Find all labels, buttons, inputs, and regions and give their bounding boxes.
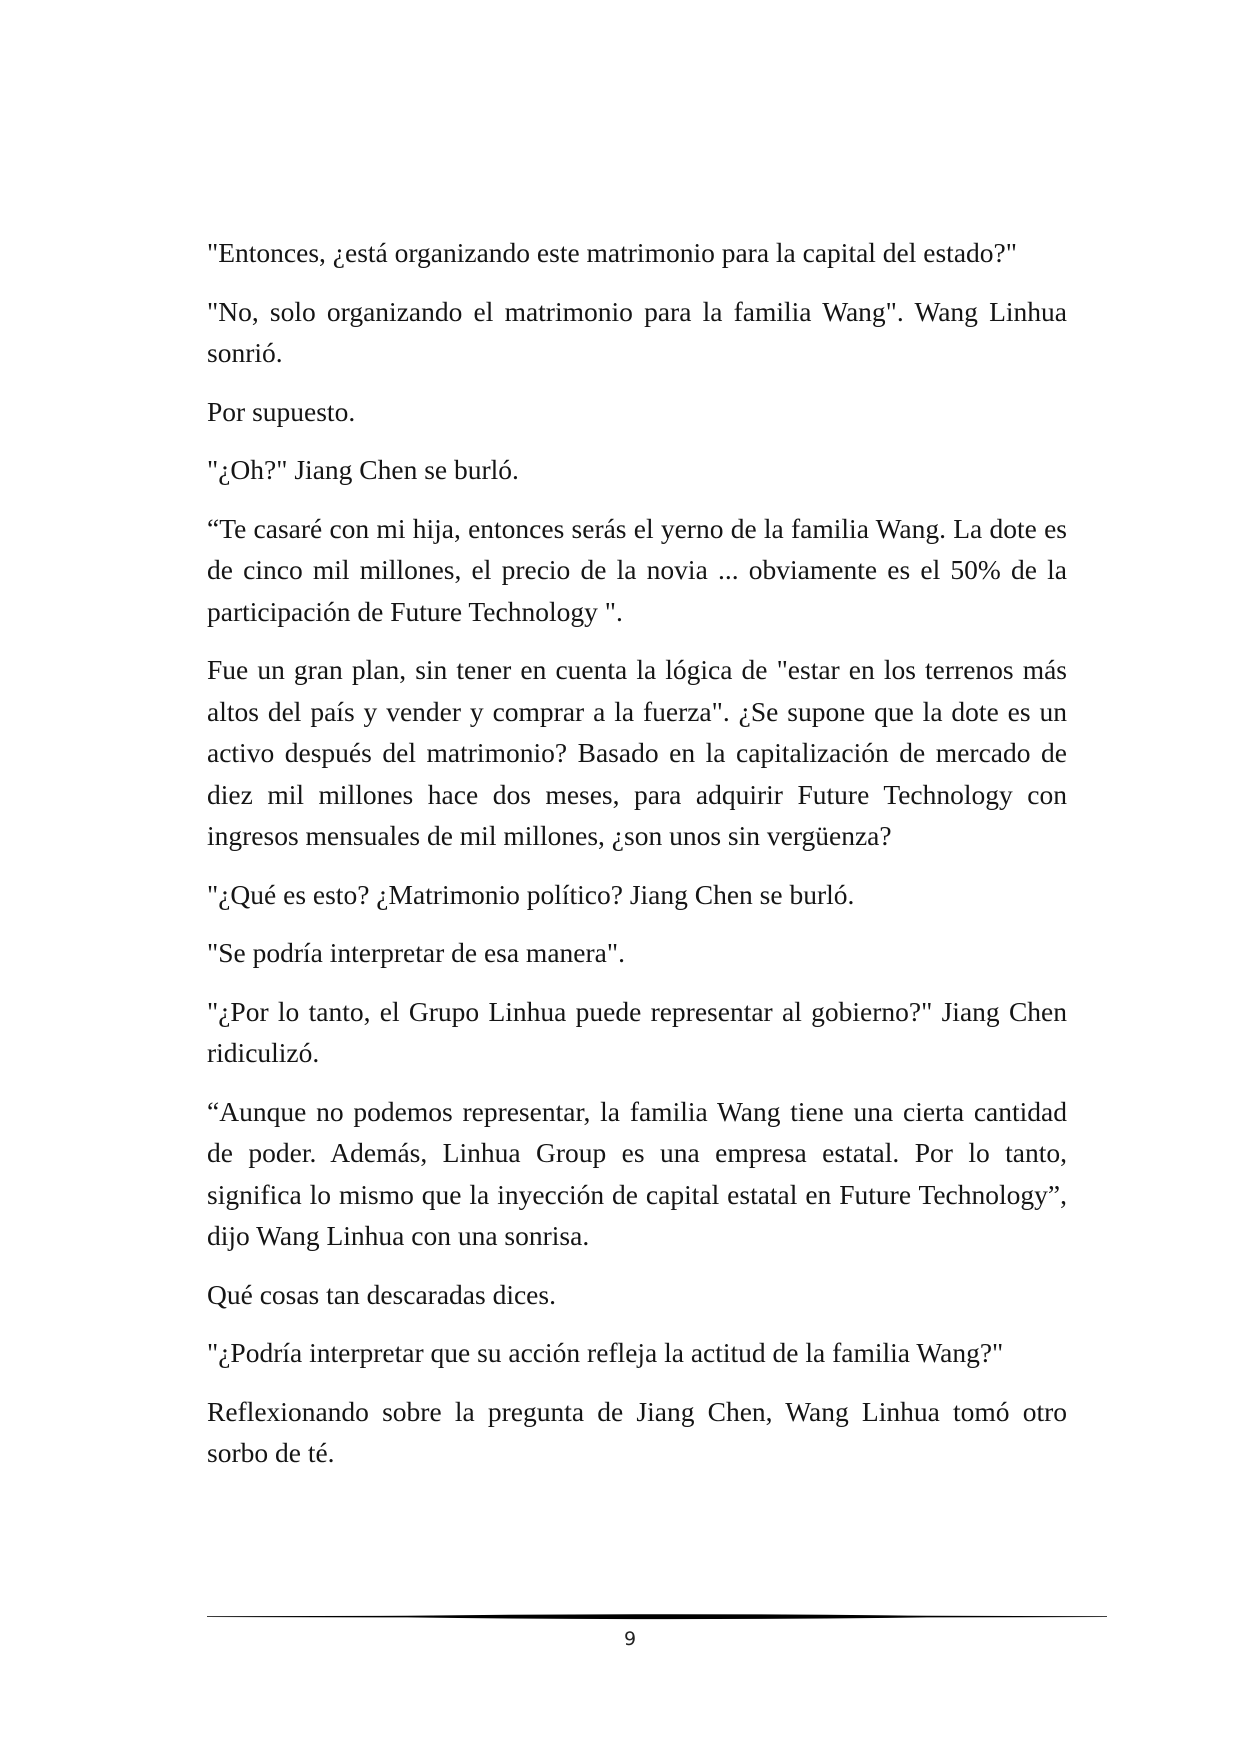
paragraph-1: "Entonces, ¿está organizando este matrimonio para la capital del estado?" <box>207 237 1017 268</box>
paragraph-11: Qué cosas tan descaradas dices. <box>207 1278 556 1310</box>
paragraph-10: “Aunque no podemos representar, la familia Wang tiene una cierta cantidad de poder. Además, Linhua Group es una empresa estatal. Por lo tanto, significa lo mismo que la inyección de capital estatal en Future Technology”, dijo Wang Linhua con una sonrisa. <box>207 1095 1067 1251</box>
footer-divider <box>207 1612 1107 1622</box>
paragraph-12: "¿Podría interpretar que su acción refleja la actitud de la familia Wang?" <box>207 1337 1004 1368</box>
paragraph-9: "¿Por lo tanto, el Grupo Linhua puede representar al gobierno?" Jiang Chen ridiculizó. <box>207 995 1067 1068</box>
paragraph-2: "No, solo organizando el matrimonio para la familia Wang". Wang Linhua sonrió. <box>207 295 1067 368</box>
paragraph-3: Por supuesto. <box>207 395 356 427</box>
paragraph-8: "Se podría interpretar de esa manera". <box>207 937 625 968</box>
body-text <box>207 232 1067 1491</box>
paragraph-7: "¿Qué es esto? ¿Matrimonio político? Jiang Chen se burló. <box>207 878 855 910</box>
paragraph-5: “Te casaré con mi hija, entonces serás el yerno de la familia Wang. La dote es de cinco mil millones, el precio de la novia ... obviamente es el 50% de la participación de Future Technology ". <box>207 512 1067 627</box>
page-number: 9 <box>623 1628 637 1650</box>
paragraph-13: Reflexionando sobre la pregunta de Jiang Chen, Wang Linhua tomó otro sorbo de té. <box>207 1395 1067 1468</box>
paragraph-4: "¿Oh?" Jiang Chen se burló. <box>207 454 519 485</box>
paragraph-6: Fue un gran plan, sin tener en cuenta la lógica de "estar en los terrenos más altos del país y vender y comprar a la fuerza". ¿Se supone que la dote es un activo después del matrimonio? Basado en la capitalización de mercado de diez mil millones hace dos meses, para adquirir Future Technology con ingresos mensuales de mil millones, ¿son unos sin vergüenza? <box>207 654 1067 851</box>
